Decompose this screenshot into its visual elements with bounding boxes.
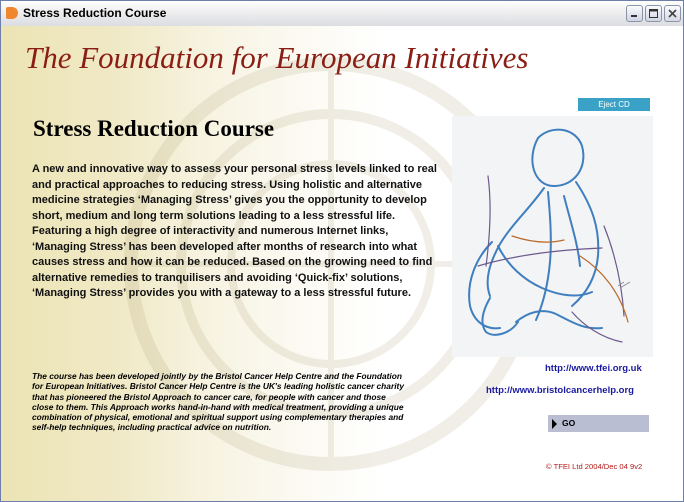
play-arrow-icon: [552, 419, 557, 429]
go-button[interactable]: [548, 415, 649, 432]
minimize-button[interactable]: [626, 5, 643, 22]
course-title: Stress Reduction Course: [33, 116, 275, 141]
maximize-icon: [646, 6, 661, 21]
minimize-icon: [627, 6, 642, 21]
maximize-button[interactable]: [645, 5, 662, 22]
bristol-cancer-help-link[interactable]: http://www.bristolcancerhelp.org: [486, 385, 634, 396]
window-title: Stress Reduction Course: [23, 6, 167, 20]
close-icon: [665, 6, 680, 21]
close-button[interactable]: [664, 5, 681, 22]
eject-cd-button[interactable]: Eject CD: [578, 98, 650, 111]
copyright-notice: © TFEI Ltd 2004/Dec 04 9v2: [546, 462, 643, 471]
partnership-description: The course has been developed jointly by the Bristol Cancer Help Centre and the Foundation for European Initiatives. Bristol Cancer Help Centre is the UK's leading holistic cancer charity that has pioneered the Bristol Approach to cancer care, for people with cancer and those close to them. This Approach works hand-in-hand with medical treatment, providing a unique combination of physical, emotional and spiritual support using complementary therapies and self-help techniques, including practical advice on nutrition.: [32, 371, 404, 433]
course-description: A new and innovative way to assess your personal stress levels linked to real and practical approaches to reducing stress. Using holistic and alternative medicine strategies ‘Managing Stress’ gives you the opportunity to develop short, medium and long term solutions leading to a less stressful life. Featuring a high degree of interactivity and numerous Internet links, ‘Managing Stress’ has been developed after months of research into what causes stress and how it can be reduced. Based on the growing need to find alternative remedies to tranquilisers and avoiding ‘Quick-fix’ solutions, ‘Managing Stress’ provides you with a gateway to a less stressful future.: [32, 163, 437, 299]
tfei-website-link[interactable]: http://www.tfei.org.uk: [545, 363, 642, 374]
app-icon[interactable]: [6, 7, 18, 19]
main-content: [1, 26, 683, 501]
title-bar[interactable]: [1, 1, 683, 27]
go-button-label: GO: [562, 418, 576, 428]
organization-heading: The Foundation for European Initiatives: [25, 40, 529, 75]
sketch-figure-illustration: [452, 116, 653, 357]
